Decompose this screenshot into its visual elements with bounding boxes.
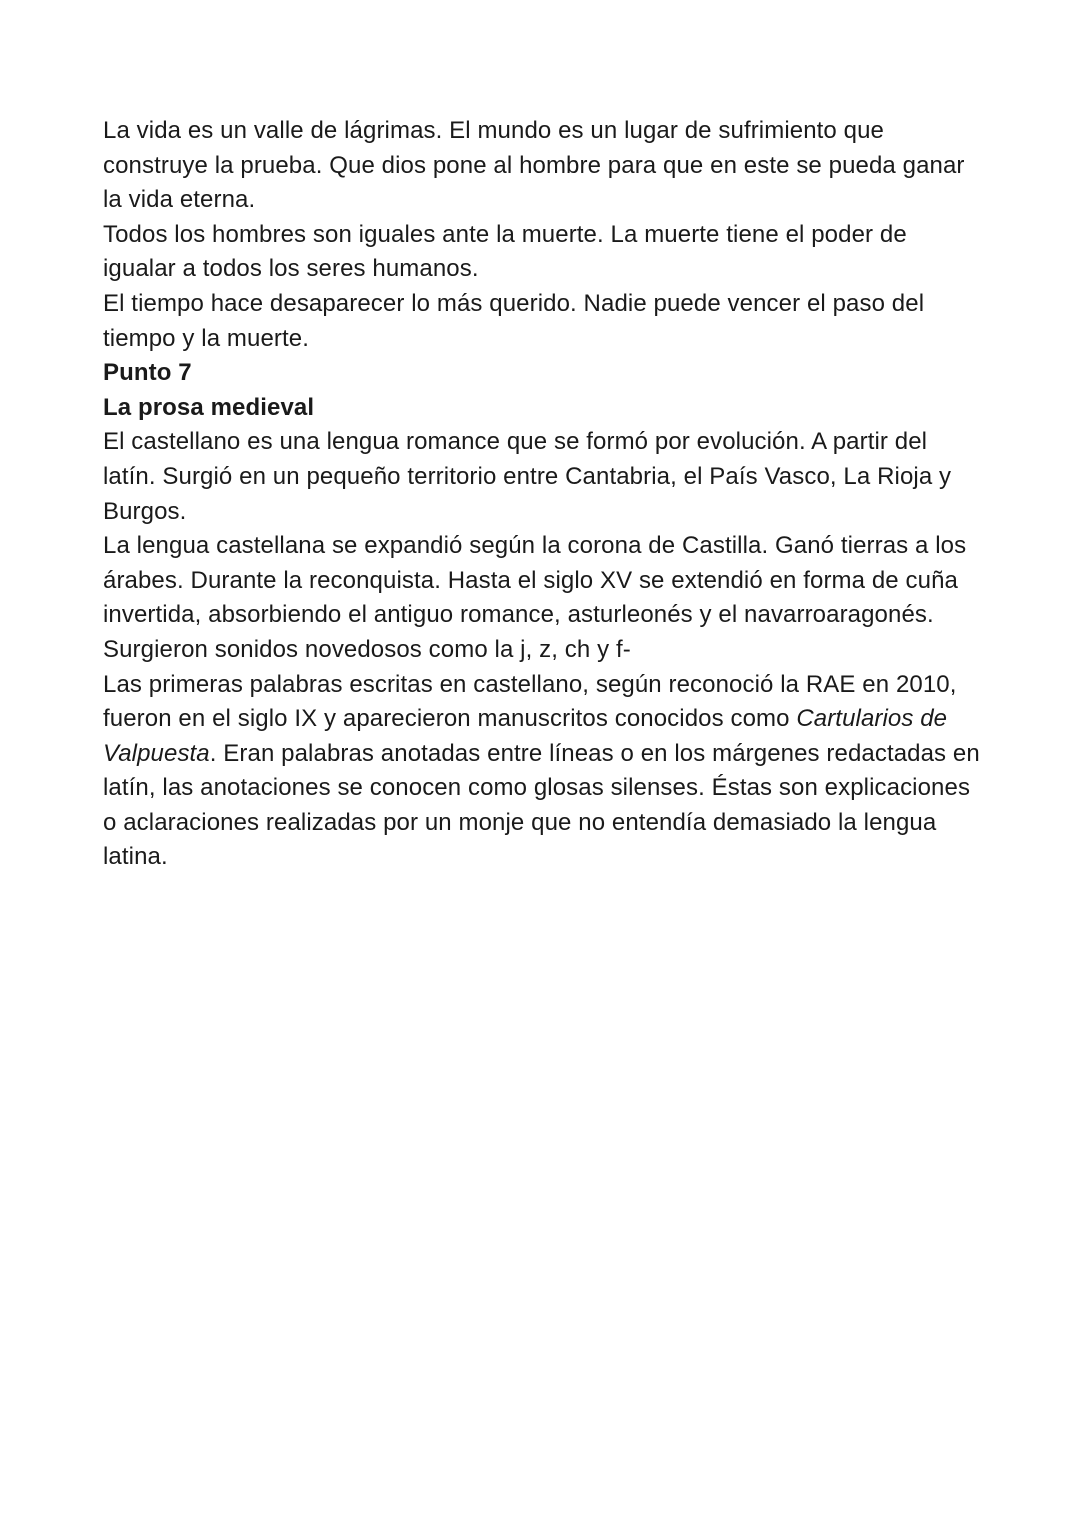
paragraph-text-after: . Eran palabras anotadas entre líneas o en los márgenes redactadas en latín, las anotaciones se conocen como glosas silenses. Éstas son explicaciones o aclaraciones realizadas por un monje que no entendía demasiado la lengua latina. xyxy=(103,739,980,871)
intro-paragraph-3: El tiempo hace desaparecer lo más querido. Nadie puede vencer el paso del tiempo y la muerte. xyxy=(103,289,925,352)
body-paragraph-1: El castellano es una lengua romance que se formó por evolución. A partir del latín. Surgió en un pequeño territorio entre Cantabria, el País Vasco, La Rioja y Burgos. xyxy=(103,428,952,525)
paragraph-text-before: Las primeras palabras escritas en castellano, según reconoció la RAE en 2010, fueron en el siglo IX y aparecieron manuscritos conocidos como xyxy=(103,670,957,733)
document-page xyxy=(103,114,983,875)
body-paragraph-2: La lengua castellana se expandió según la corona de Castilla. Ganó tierras a los árabes. Durante la reconquista. Hasta el siglo XV se extendió en forma de cuña invertida, absorbiendo el antiguo romance, asturleonés y el navarroaragonés. xyxy=(103,532,967,629)
intro-paragraph-1: La vida es un valle de lágrimas. El mundo es un lugar de sufrimiento que construye la prueba. Que dios pone al hombre para que en este se pueda ganar la vida eterna. xyxy=(103,117,965,214)
intro-paragraph-2: Todos los hombres son iguales ante la muerte. La muerte tiene el poder de igualar a todos los seres humanos. xyxy=(103,220,907,283)
section-heading: Punto 7 xyxy=(103,359,192,387)
subsection-heading: La prosa medieval xyxy=(103,393,315,421)
body-paragraph-3: Surgieron sonidos novedosos como la j, z, ch y f- xyxy=(103,635,631,663)
italic-title: Cartularios de Valpuesta xyxy=(103,705,948,767)
body-paragraph-4 xyxy=(103,668,983,876)
